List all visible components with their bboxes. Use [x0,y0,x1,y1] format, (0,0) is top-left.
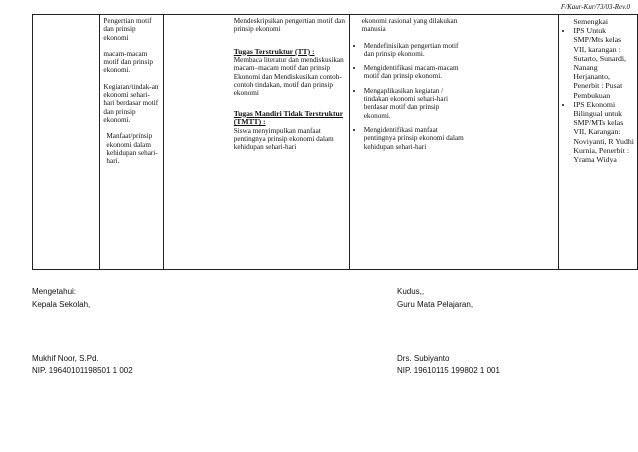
indikator-list [353,42,465,151]
right-signature-block [397,287,500,376]
left-signature-block [32,287,133,376]
right-sign-nip: NIP. 19610115 199802 1 001 [397,366,500,375]
left-sign-nip: NIP. 19640101198501 1 002 [32,366,133,375]
list-item: • Mengaplikasikan kegiatan / tindakan ekonomi sehari-hari berdasar motif dan prinsip ekonomi. [364,87,465,120]
sumber-list [562,26,634,164]
materi-cell [100,15,163,270]
list-item: • IPS Ekonomi Bilingual untuk SMP/MTs kelas VII, Karangan: Noviyanti, R Yudhi Kurnia, Penerbit : Yrama Widya [573,100,634,164]
table-row [33,15,638,270]
tt-text: Membaca literatur dan mendiskusikan macam–macam motif dan prinsip Ekonomi dan Mendiskusikan contoh-contoh tindakan, motif dan prinsip ekonomi [233,56,344,98]
materi-item: macam-macam motif dan prinsip ekonomi. [103,49,153,75]
list-item: • Mengidentifikasi macam-macam motif dan prinsip ekonomi. [364,64,465,81]
kegiatan-intro: Mendeskripsikan pengertian motif dan prinsip ekonomi [233,17,345,34]
right-sign-line1: Kudus,, [397,287,425,296]
list-item: • Mengidentifikasi manfaat pentingnya prinsip ekonomi dalam kehidupan sehari-hari [364,126,465,151]
left-sign-name: Mukhif Noor, S.Pd. [32,354,99,363]
materi-item: Pengertian motif dan prinsip ekonomi [103,17,152,42]
tmtt-text: Siswa menyimpulkan manfaat pentingnya prinsip ekonomi dalam kehidupan sehari-hari [233,126,334,152]
kegiatan-cell [163,15,349,270]
list-item: • IPS Untuk SMP/Mts kelas VII, karangan : Sutarto, Sunardi, Nanang Herjananto, Penerbit : Pusat Pembukuan [573,26,634,100]
tmtt-heading: Tugas Mandiri Tidak Terstruktur (TMTT) : [233,108,344,127]
materi-item: Manfaat/prinsip ekonomi dalam kehidupan sehari-hari. [106,132,158,166]
tt-heading: Tugas Terstruktur (TT) : [233,46,315,56]
indikator-cell [349,15,559,270]
materi-item: Kegiatan/tindak-an ekonomi sehari-hari berdasar motif dan prinsip ekonomi. [103,82,159,124]
sumber-cell [559,15,638,270]
left-sign-line1: Mengetahui: [32,287,77,296]
right-sign-line2: Guru Mata Pelajaran, [397,300,474,309]
right-sign-name: Drs. Subiyanto [397,354,450,363]
sumber-top: Semengkai [573,17,608,26]
document-code: F/Kaur-Kur/73/03-Rev.0 [560,3,630,11]
lesson-plan-table [32,14,638,270]
indikator-top: ekonomi rasional yang dilakukan manusia [361,17,458,34]
left-sign-line2: Kepala Sekolah, [32,300,91,309]
list-item: • Mendefinisikan pengertian motif dan prinsip ekonomi. [364,42,465,59]
empty-cell-1 [33,15,100,270]
